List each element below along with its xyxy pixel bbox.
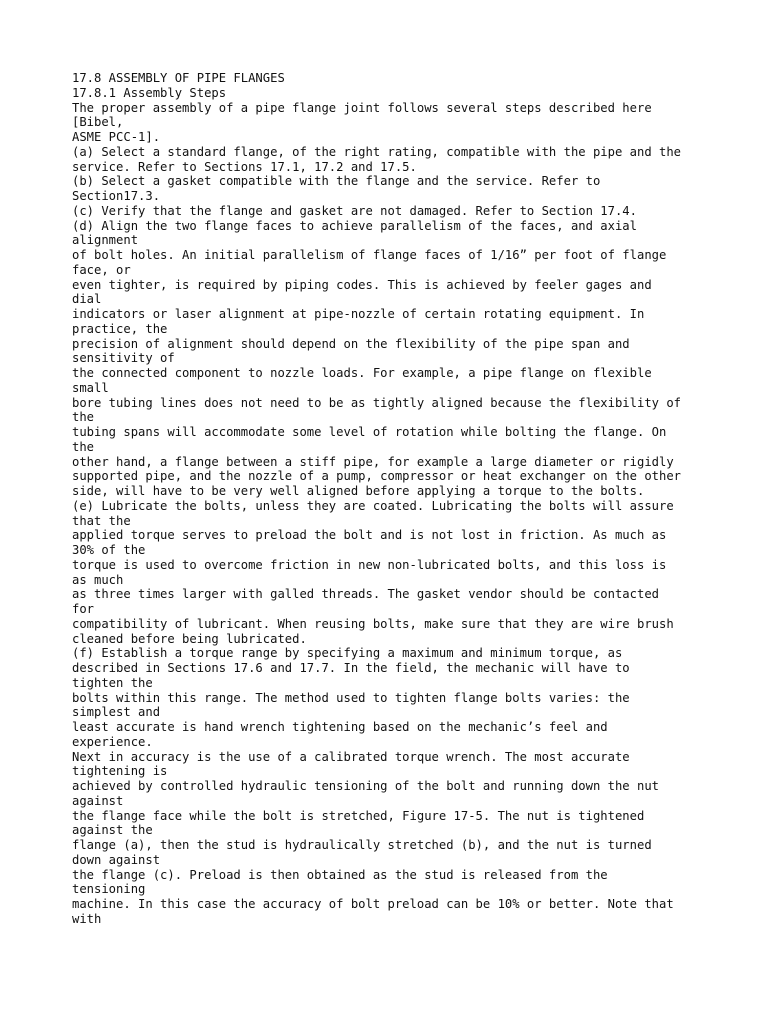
text-line: flange (a), then the stud is hydraulically stretched (b), and the nut is turned (72, 838, 652, 852)
text-line: least accurate is hand wrench tightening based on the mechanic’s feel and (72, 720, 608, 734)
text-line: [Bibel, (72, 115, 124, 130)
text-line: experience. (72, 734, 153, 749)
text-line: Next in accuracy is the use of a calibrated torque wrench. The most accurate (72, 749, 630, 764)
text-line: alignment (72, 233, 139, 248)
text-line: for (72, 602, 95, 616)
text-line: precision of alignment should depend on the flexibility of the pipe span and (72, 336, 630, 351)
text-line: applied torque serves to preload the bolt and is not lost in friction. As much as (72, 528, 667, 543)
text-line: with (72, 911, 102, 926)
text-line: as much (72, 572, 124, 587)
text-line: tighten the (72, 675, 153, 690)
text-line: achieved by controlled hydraulic tensioning of the bolt and running down the nut (72, 779, 659, 793)
text-line: (b) Select a gasket compatible with the flange and the service. Refer to (72, 174, 601, 189)
text-line: described in Sections 17.6 and 17.7. In the field, the mechanic will have to (72, 661, 630, 675)
text-line: indicators or laser alignment at pipe-nozzle of certain rotating equipment. In (72, 307, 645, 321)
text-line: service. Refer to Sections 17.1, 17.2 and 17.5. (72, 159, 417, 174)
text-line: (c) Verify that the flange and gasket are not damaged. Refer to Section 17.4. (72, 203, 637, 218)
text-line: (e) Lubricate the bolts, unless they are coated. Lubricating the bolts will assure (72, 498, 674, 513)
text-line: against the (72, 823, 153, 838)
text-line: the flange (c). Preload is then obtained as the stud is released from the (72, 867, 608, 882)
text-line: side, will have to be very well aligned before applying a torque to the bolts. (72, 484, 645, 498)
text-line: the connected component to nozzle loads. For example, a pipe flange on flexible (72, 366, 652, 380)
text-line: as three times larger with galled threads. The gasket vendor should be contacted (72, 587, 659, 602)
text-line: the (72, 410, 95, 425)
text-line: The proper assembly of a pipe flange joint follows several steps described here (72, 100, 652, 115)
text-line: tubing spans will accommodate some level of rotation while bolting the flange. On (72, 425, 667, 439)
text-line: the (72, 439, 95, 454)
text-line: 17.8 ASSEMBLY OF PIPE FLANGES (72, 71, 285, 85)
document-body-text (72, 71, 712, 927)
text-line: of bolt holes. An initial parallelism of flange faces of 1/16” per foot of flange (72, 248, 667, 262)
text-line: 17.8.1 Assembly Steps (72, 85, 227, 100)
text-line: small (72, 380, 109, 395)
text-line: bolts within this range. The method used to tighten flange bolts varies: the (72, 690, 630, 705)
text-line: ASME PCC-1]. (72, 130, 161, 144)
text-line: torque is used to overcome friction in new non-lubricated bolts, and this loss is (72, 557, 667, 572)
text-line: face, or (72, 262, 131, 277)
text-line: against (72, 793, 124, 808)
text-line: tightening is (72, 764, 168, 779)
text-line: even tighter, is required by piping codes. This is achieved by feeler gages and (72, 277, 652, 292)
text-line: sensitivity of (72, 351, 175, 366)
text-line: (f) Establish a torque range by specifying a maximum and minimum torque, as (72, 646, 623, 661)
text-line: bore tubing lines does not need to be as tightly aligned because the flexibility of (72, 395, 682, 410)
text-line: (a) Select a standard flange, of the right rating, compatible with the pipe and the (72, 144, 682, 159)
text-line: tensioning (72, 882, 146, 897)
text-line: the flange face while the bolt is stretched, Figure 17-5. The nut is tightened (72, 808, 645, 823)
text-line: 30% of the (72, 543, 146, 557)
text-line: machine. In this case the accuracy of bolt preload can be 10% or better. Note that (72, 897, 674, 911)
text-line: other hand, a flange between a stiff pipe, for example a large diameter or rigidly (72, 454, 674, 469)
text-line: practice, the (72, 321, 168, 336)
text-line: down against (72, 852, 161, 867)
text-line: supported pipe, and the nozzle of a pump, compressor or heat exchanger on the other (72, 469, 682, 484)
text-line: simplest and (72, 705, 161, 720)
text-line: compatibility of lubricant. When reusing bolts, make sure that they are wire brush (72, 616, 674, 631)
text-line: dial (72, 292, 102, 307)
text-line: Section17.3. (72, 189, 161, 203)
text-line: (d) Align the two flange faces to achieve parallelism of the faces, and axial (72, 218, 637, 233)
text-line: that the (72, 513, 131, 528)
text-line: cleaned before being lubricated. (72, 631, 307, 646)
